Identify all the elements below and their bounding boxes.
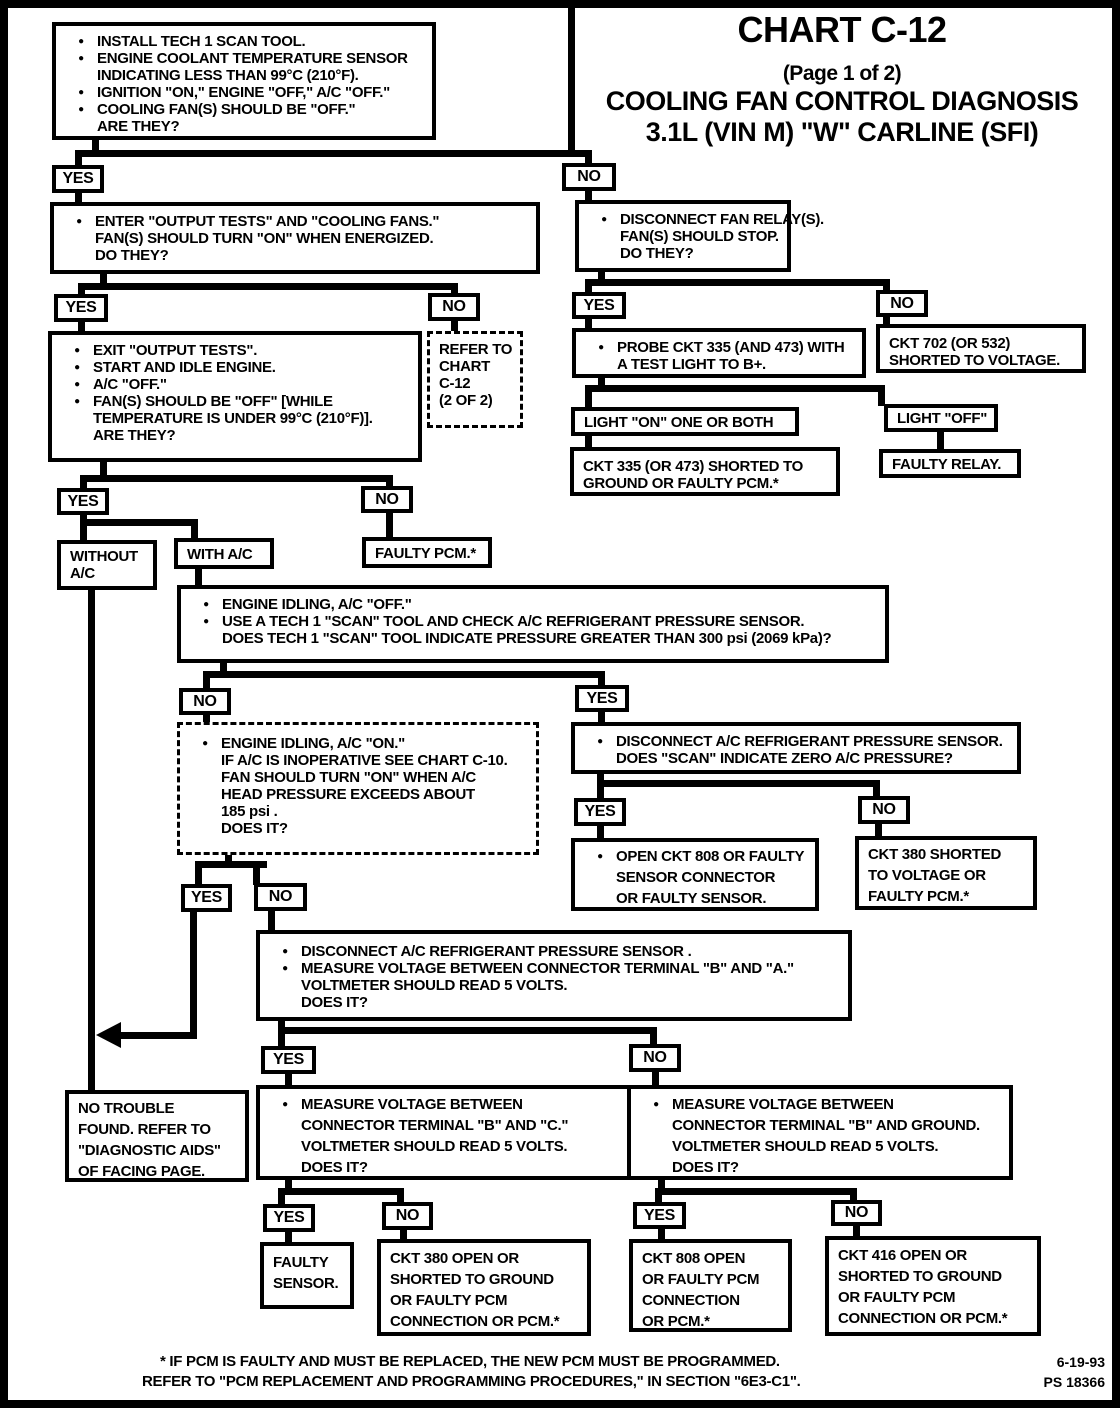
node-text: CKT 380 SHORTED [868, 846, 1002, 863]
node-text: DISCONNECT A/C REFRIGERANT PRESSURE SENSOR . [301, 943, 692, 960]
node-text: FAULTY RELAY. [892, 456, 1002, 473]
text-line [642, 1311, 779, 1332]
node-text: A/C [70, 565, 95, 582]
connector-line [88, 588, 95, 1092]
node-text: MEASURE VOLTAGE BETWEEN CONNECTOR TERMINAL "B" AND "A." [301, 960, 794, 977]
bullet-icon [585, 356, 617, 373]
text-line [187, 546, 261, 563]
text-line [585, 339, 853, 356]
bullet-icon [269, 1136, 301, 1157]
chart-title: CHART C-12 [737, 9, 947, 50]
node-text: LIGHT "ON" ONE OR BOTH [584, 414, 774, 431]
node-text: SENSOR. [273, 1275, 339, 1292]
text-line [584, 867, 806, 888]
node-no-trouble-found [65, 1090, 249, 1182]
bullet-icon: ● [74, 345, 80, 356]
text-line [63, 247, 527, 264]
node-text: 185 psi . [221, 803, 278, 820]
pcm-footnote [142, 1352, 862, 1392]
yes-badge: YES [57, 488, 109, 515]
node-text: TO VOLTAGE OR [868, 867, 986, 884]
connector-line [115, 1032, 197, 1039]
text-line [583, 475, 827, 492]
node-text: A TEST LIGHT TO B+. [617, 356, 766, 373]
text-line [61, 342, 409, 359]
yes-badge: YES [263, 1204, 315, 1232]
node-text: FAN(S) SHOULD TURN "ON" WHEN ENERGIZED. [95, 230, 434, 247]
text-line [61, 359, 409, 376]
node-text: SHORTED TO GROUND [838, 1268, 1002, 1285]
bullet-icon [269, 994, 301, 1011]
connector-line [268, 909, 275, 932]
connector-line [75, 150, 592, 157]
bullet-icon: ● [597, 736, 603, 747]
text-line [390, 1248, 578, 1269]
text-line [70, 548, 144, 565]
connector-line [80, 475, 393, 482]
node-text: ARE THEY? [97, 118, 180, 135]
no-badge: NO [629, 1044, 681, 1072]
text-line [588, 228, 778, 245]
yes-badge: YES [52, 165, 104, 193]
bullet-icon [189, 803, 221, 820]
node-text: INSTALL TECH 1 SCAN TOOL. [97, 33, 306, 50]
text-line [588, 245, 778, 262]
text-line [190, 630, 876, 647]
bullet-icon: ● [76, 216, 82, 227]
text-line [642, 1290, 779, 1311]
text-line [189, 735, 527, 752]
text-line [868, 886, 1024, 907]
connector-line [585, 279, 890, 286]
text-line [439, 375, 511, 392]
node-text: CONNECTION OR PCM.* [390, 1313, 560, 1330]
node-text: ARE THEY? [93, 427, 176, 444]
node-light-on [571, 407, 799, 436]
node-text: START AND IDLE ENGINE. [93, 359, 276, 376]
node-text: COOLING FAN(S) SHOULD BE "OFF." [97, 101, 356, 118]
node-text: LIGHT "OFF" [897, 410, 988, 427]
text-line [889, 335, 1073, 352]
node-ckt335-shorted [570, 447, 840, 496]
connector-line [78, 283, 458, 290]
text-line [838, 1308, 1028, 1329]
text-line [61, 393, 409, 410]
node-measure-voltage-b-c [256, 1085, 688, 1180]
node-ckt808-open [629, 1239, 792, 1332]
text-line [273, 1252, 341, 1273]
text-line [390, 1269, 578, 1290]
text-line [269, 960, 839, 977]
node-ckt416-open [825, 1236, 1041, 1336]
no-badge: NO [179, 688, 231, 715]
node-text: FAULTY PCM.* [375, 545, 476, 562]
no-badge: NO [858, 796, 910, 824]
text-line [65, 50, 423, 67]
text-line [269, 977, 839, 994]
node-text: WITHOUT [70, 548, 138, 565]
text-line [640, 1115, 1000, 1136]
connector-line [655, 1188, 857, 1195]
node-text: DISCONNECT FAN RELAY(S). [620, 211, 824, 228]
text-line [189, 769, 527, 786]
bullet-icon [584, 867, 616, 888]
node-text: OR FAULTY PCM [390, 1292, 508, 1309]
bullet-icon [189, 786, 221, 803]
bullet-icon [190, 630, 222, 647]
node-text: C-12 [439, 375, 471, 392]
text-line [269, 1136, 675, 1157]
node-measure-voltage-b-a [256, 930, 852, 1021]
connector-line [80, 519, 198, 526]
text-line [868, 844, 1024, 865]
bullet-icon [65, 118, 97, 135]
no-badge: NO [876, 290, 928, 317]
node-text: IF A/C IS INOPERATIVE SEE CHART C-10. [221, 752, 508, 769]
text-line [838, 1287, 1028, 1308]
node-text: CONNECTOR TERMINAL "B" AND "C." [301, 1117, 569, 1134]
node-text: A/C "OFF." [93, 376, 167, 393]
text-line [375, 545, 479, 562]
text-line [61, 376, 409, 393]
text-line [78, 1119, 236, 1140]
yes-badge: YES [54, 294, 108, 322]
yes-badge: YES [575, 685, 629, 712]
node-text: CKT 335 (OR 473) SHORTED TO [583, 458, 804, 475]
node-text: USE A TECH 1 "SCAN" TOOL AND CHECK A/C REFRIGERANT PRESSURE SENSOR. [222, 613, 805, 630]
text-line [189, 786, 527, 803]
node-text: DOES IT? [672, 1159, 739, 1176]
node-text: "DIAGNOSTIC AIDS" [78, 1142, 221, 1159]
text-line [642, 1269, 779, 1290]
node-disconnect-sensor-zero-pressure [571, 722, 1021, 774]
text-line [897, 410, 988, 427]
node-text: FAN(S) SHOULD STOP. [620, 228, 779, 245]
bullet-icon: ● [282, 946, 288, 957]
chart-subtitle-2: 3.1L (VIN M) "W" CARLINE (SFI) [645, 117, 1039, 147]
bullet-icon [640, 1157, 672, 1178]
node-text: IGNITION "ON," ENGINE "OFF," A/C "OFF." [97, 84, 390, 101]
bullet-icon [65, 67, 97, 84]
bullet-icon [189, 752, 221, 769]
node-disconnect-fan-relays [575, 200, 824, 272]
node-faulty-relay [879, 449, 1021, 478]
bullet-icon: ● [597, 851, 603, 862]
node-ckt702-shorted [876, 324, 1086, 373]
bullet-icon [269, 977, 301, 994]
node-text: FAULTY [273, 1254, 329, 1271]
text-line [892, 456, 1008, 473]
text-line [588, 211, 824, 228]
node-text: ENGINE IDLING, A/C "ON." [221, 735, 405, 752]
node-text: SENSOR CONNECTOR [616, 869, 776, 886]
node-text: REFER TO [439, 341, 513, 358]
title-block [578, 10, 1106, 148]
bullet-icon: ● [78, 53, 84, 64]
node-text: OR FAULTY PCM [838, 1289, 956, 1306]
text-line [584, 846, 806, 867]
node-engine-idling-ac-on [177, 722, 539, 855]
node-text: MEASURE VOLTAGE BETWEEN [672, 1096, 894, 1113]
node-text: CONNECTOR TERMINAL "B" AND GROUND. [672, 1117, 980, 1134]
bullet-icon: ● [282, 1099, 288, 1110]
text-line [61, 410, 409, 427]
node-text: MEASURE VOLTAGE BETWEEN [301, 1096, 523, 1113]
text-line [640, 1136, 1000, 1157]
node-light-off [884, 404, 998, 432]
text-line [439, 358, 511, 375]
text-line [439, 341, 511, 358]
node-text: ENGINE IDLING, A/C "OFF." [222, 596, 412, 613]
node-text: NO TROUBLE [78, 1100, 175, 1117]
bullet-icon: ● [653, 1099, 659, 1110]
node-text: CKT 702 (OR 532) [889, 335, 1011, 352]
connector-line [278, 1027, 657, 1034]
no-badge: NO [831, 1200, 882, 1226]
text-line [269, 1157, 675, 1178]
text-line [61, 427, 409, 444]
node-refer-chart-c12 [427, 331, 523, 428]
text-line [868, 865, 1024, 886]
yes-badge: YES [261, 1046, 316, 1074]
node-measure-voltage-b-ground [627, 1085, 1013, 1180]
text-line [65, 101, 423, 118]
node-text: CKT 808 OPEN [642, 1250, 746, 1267]
bullet-icon: ● [74, 396, 80, 407]
bullet-icon: ● [202, 738, 208, 749]
text-line [269, 1094, 675, 1115]
node-text: HEAD PRESSURE EXCEEDS ABOUT [221, 786, 475, 803]
node-text: FOUND. REFER TO [78, 1121, 211, 1138]
node-text: FAULTY PCM.* [868, 888, 969, 905]
connector-line [195, 567, 202, 586]
footnote-line-2: REFER TO "PCM REPLACEMENT AND PROGRAMMING PROCEDURES," IN SECTION "6E3-C1". [142, 1373, 801, 1390]
node-text: OF FACING PAGE. [78, 1163, 205, 1180]
node-probe-ckt335 [572, 328, 866, 378]
connector-line [190, 911, 197, 1039]
node-text: ENTER "OUTPUT TESTS" AND "COOLING FANS." [95, 213, 440, 230]
text-line [642, 1248, 779, 1269]
text-line [78, 1140, 236, 1161]
node-text: INDICATING LESS THAN 99°C (210°F). [97, 67, 359, 84]
node-text: GROUND OR FAULTY PCM.* [583, 475, 779, 492]
node-text: PROBE CKT 335 (AND 473) WITH [617, 339, 845, 356]
node-text: FAN SHOULD TURN "ON" WHEN A/C [221, 769, 476, 786]
node-text: OPEN CKT 808 OR FAULTY [616, 848, 805, 865]
bullet-icon [61, 427, 93, 444]
text-line [78, 1161, 236, 1182]
bullet-icon [588, 228, 620, 245]
node-text: DOES "SCAN" INDICATE ZERO A/C PRESSURE? [616, 750, 953, 767]
text-line [65, 84, 423, 101]
node-text: SHORTED TO VOLTAGE. [889, 352, 1060, 369]
bullet-icon: ● [601, 214, 607, 225]
text-line [584, 750, 1008, 767]
title-divider-line [568, 0, 575, 152]
text-line [63, 213, 527, 230]
bullet-icon [269, 1115, 301, 1136]
node-text: CONNECTION [642, 1292, 740, 1309]
bullet-icon: ● [598, 342, 604, 353]
text-line [584, 733, 1008, 750]
bullet-icon [189, 820, 221, 837]
bullet-icon: ● [74, 362, 80, 373]
bullet-icon: ● [203, 599, 209, 610]
text-line [583, 458, 827, 475]
text-line [889, 352, 1073, 369]
node-text: WITH A/C [187, 546, 253, 563]
node-text: FAN(S) SHOULD BE "OFF" [WHILE [93, 393, 333, 410]
text-line [65, 67, 423, 84]
bullet-icon [63, 247, 95, 264]
node-text: CHART [439, 358, 490, 375]
text-line [189, 752, 527, 769]
text-line [584, 888, 806, 909]
text-line [269, 943, 839, 960]
bullet-icon: ● [78, 87, 84, 98]
node-text: OR FAULTY SENSOR. [616, 890, 767, 907]
text-line [584, 414, 786, 431]
no-badge: NO [562, 163, 616, 191]
bullet-icon [269, 1157, 301, 1178]
text-line [640, 1157, 1000, 1178]
node-with-ac [174, 538, 274, 569]
connector-line [195, 866, 202, 886]
node-faulty-pcm [362, 537, 492, 568]
node-text: OR PCM.* [642, 1313, 710, 1330]
node-text: TEMPERATURE IS UNDER 99°C (210°F)]. [93, 410, 373, 427]
document-info [1005, 1352, 1105, 1392]
bullet-icon [61, 410, 93, 427]
text-line [273, 1273, 341, 1294]
node-text: OR FAULTY PCM [642, 1271, 760, 1288]
arrow-left-icon [96, 1022, 121, 1048]
node-text: DO THEY? [620, 245, 694, 262]
node-text: VOLTMETER SHOULD READ 5 VOLTS. [672, 1138, 939, 1155]
connector-line [203, 671, 605, 678]
node-text: DISCONNECT A/C REFRIGERANT PRESSURE SENSOR. [616, 733, 1003, 750]
node-without-ac [57, 540, 157, 590]
bullet-icon: ● [203, 616, 209, 627]
node-text: SHORTED TO GROUND [390, 1271, 554, 1288]
connector-line [937, 430, 944, 451]
connector-line [597, 780, 880, 787]
bullet-icon [584, 750, 616, 767]
node-text: DO THEY? [95, 247, 169, 264]
connector-line [585, 385, 885, 392]
yes-badge: YES [181, 884, 232, 912]
node-engine-idling-ac-off [177, 585, 889, 663]
bullet-icon [189, 769, 221, 786]
node-exit-output-tests [48, 331, 422, 462]
text-line [390, 1311, 578, 1332]
node-enter-output-tests [50, 202, 540, 274]
node-open-ckt808 [571, 838, 819, 911]
chart-page: (Page 1 of 2) [782, 62, 902, 85]
text-line [585, 356, 853, 373]
node-ckt380-shorted-voltage [855, 836, 1037, 910]
no-badge: NO [254, 883, 307, 911]
bullet-icon [63, 230, 95, 247]
text-line [838, 1245, 1028, 1266]
no-badge: NO [382, 1202, 433, 1230]
text-line [640, 1094, 1000, 1115]
node-text: (2 OF 2) [439, 392, 493, 409]
document-number: PS 18366 [1043, 1374, 1105, 1390]
node-text: VOLTMETER SHOULD READ 5 VOLTS. [301, 1138, 568, 1155]
bullet-icon [640, 1136, 672, 1157]
bullet-icon: ● [78, 36, 84, 47]
text-line [190, 613, 876, 630]
node-text: DOES TECH 1 "SCAN" TOOL INDICATE PRESSURE GREATER THAN 300 psi (2069 kPa)? [222, 630, 832, 647]
node-text: DOES IT? [301, 1159, 368, 1176]
no-badge: NO [428, 293, 480, 321]
bullet-icon: ● [74, 379, 80, 390]
bullet-icon: ● [282, 963, 288, 974]
text-line [439, 392, 511, 409]
text-line [190, 596, 876, 613]
text-line [390, 1290, 578, 1311]
connector-line [278, 1188, 404, 1195]
node-text: ENGINE COOLANT TEMPERATURE SENSOR [97, 50, 408, 67]
text-line [838, 1266, 1028, 1287]
text-line [65, 118, 423, 135]
bullet-icon [588, 245, 620, 262]
node-text: CKT 416 OPEN OR [838, 1247, 967, 1264]
text-line [269, 1115, 675, 1136]
text-line [70, 565, 144, 582]
node-ckt380-open [377, 1239, 591, 1336]
text-line [189, 820, 527, 837]
node-faulty-sensor [260, 1242, 354, 1309]
node-text: DOES IT? [221, 820, 288, 837]
footnote-line-1: * IF PCM IS FAULTY AND MUST BE REPLACED, THE NEW PCM MUST BE PROGRAMMED. [160, 1353, 780, 1370]
bullet-icon [640, 1115, 672, 1136]
node-text: DOES IT? [301, 994, 368, 1011]
node-text: VOLTMETER SHOULD READ 5 VOLTS. [301, 977, 568, 994]
chart-subtitle-1: COOLING FAN CONTROL DIAGNOSIS [605, 86, 1079, 116]
text-line [189, 803, 527, 820]
text-line [269, 994, 839, 1011]
yes-badge: YES [572, 292, 626, 319]
text-line [63, 230, 527, 247]
revision-date: 6-19-93 [1056, 1354, 1105, 1370]
node-initial-check [52, 22, 436, 140]
no-badge: NO [361, 486, 413, 513]
bullet-icon [584, 888, 616, 909]
node-text: CKT 380 OPEN OR [390, 1250, 519, 1267]
text-line [65, 33, 423, 50]
yes-badge: YES [633, 1202, 686, 1229]
node-text: EXIT "OUTPUT TESTS". [93, 342, 258, 359]
text-line [78, 1098, 236, 1119]
connector-line [386, 512, 393, 539]
yes-badge: YES [574, 798, 626, 826]
bullet-icon: ● [78, 104, 84, 115]
node-text: CONNECTION OR PCM.* [838, 1310, 1008, 1327]
